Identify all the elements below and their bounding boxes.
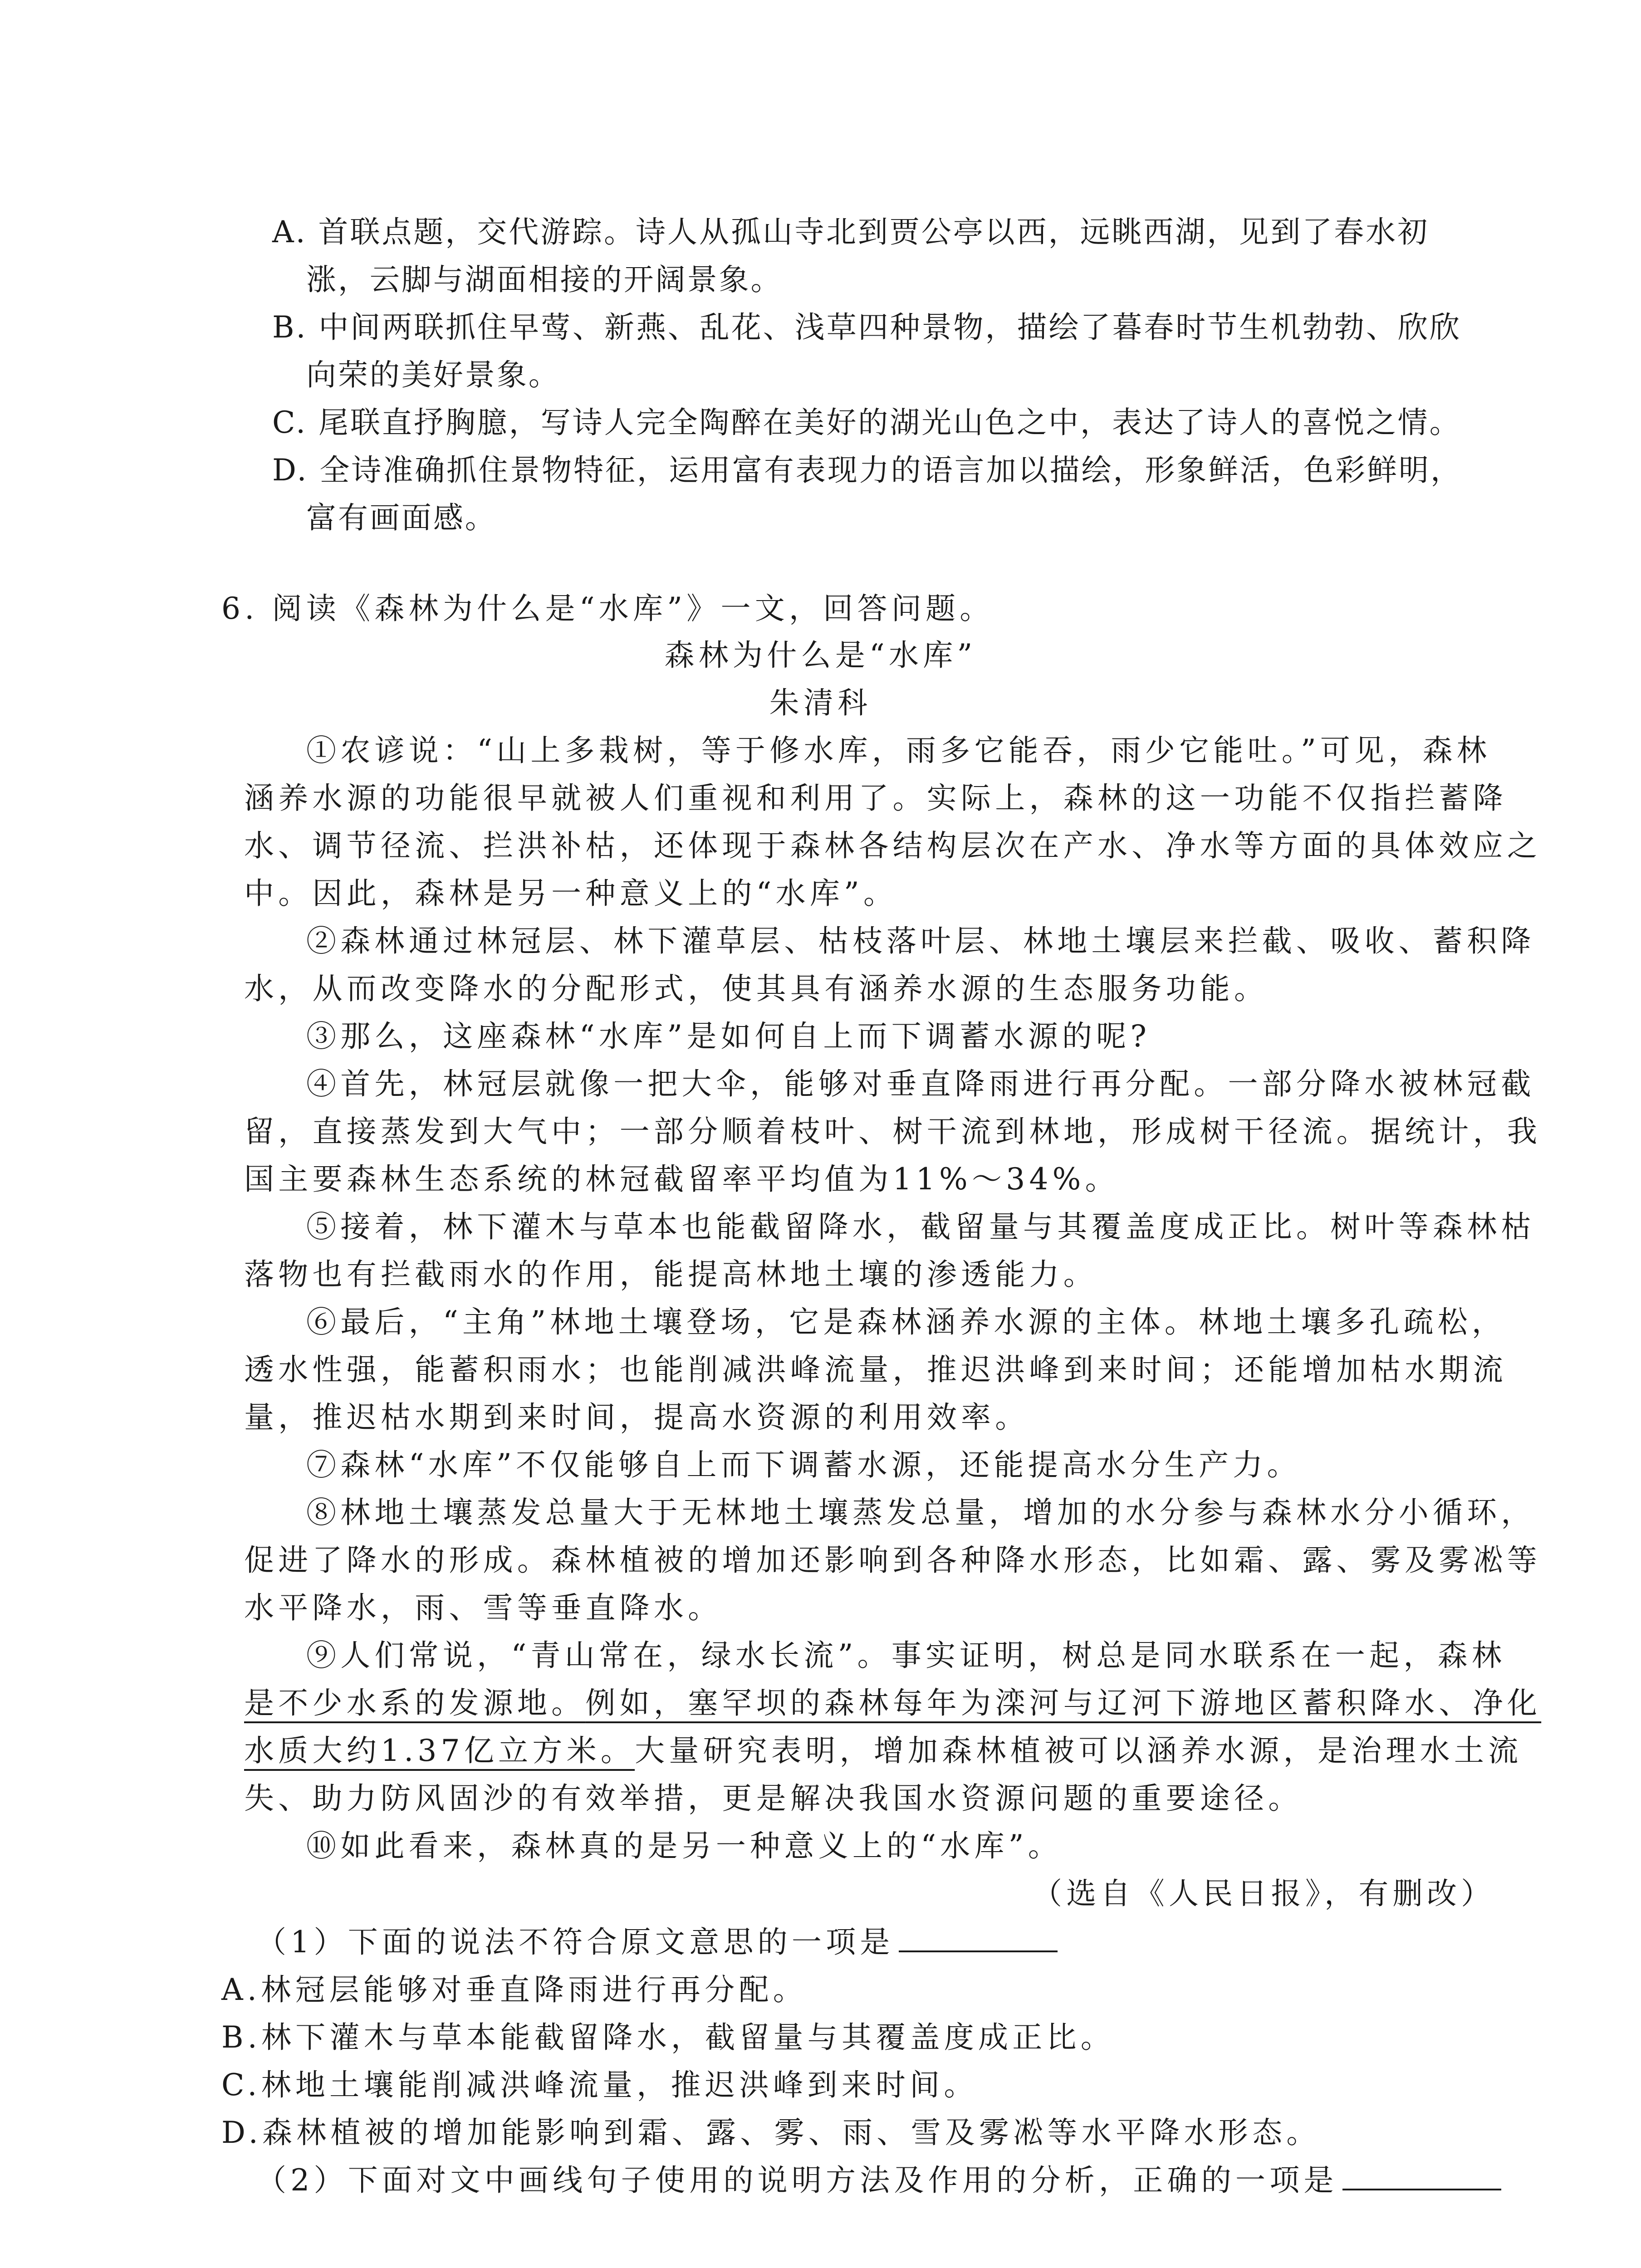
article-line: 涵养水源的功能很早就被人们重视和利用了。实际上，森林的这一功能不仅指拦蓄降 (244, 781, 1507, 816)
answer-blank-1[interactable] (899, 1924, 1058, 1952)
article-line: ⑦森林“水库”不仅能够自上而下调蓄水源，还能提高水分生产力。 (306, 1447, 1301, 1482)
subquestion-1 (256, 1924, 1058, 1960)
article-line: ④首先，林冠层就像一把大伞，能够对垂直降雨进行再分配。一部分降水被林冠截 (306, 1066, 1535, 1101)
article-line: 透水性强，能蓄积雨水；也能削减洪峰流量，推迟洪峰到来时间；还能增加枯水期流 (244, 1352, 1507, 1387)
q5-option-a-line1: A. 首联点题，交代游踪。诗人从孤山寺北到贾公亭以西，远眺西湖，见到了春水初 (272, 215, 1430, 249)
q5-option-b-line2: 向荣的美好景象。 (306, 357, 560, 392)
article-line: ③那么，这座森林“水库”是如何自上而下调蓄水源的呢? (306, 1019, 1151, 1054)
subquestion-2-stem: （2）下面对文中画线句子使用的说明方法及作用的分析，正确的一项是 (256, 2163, 1338, 2198)
q6-stem: 6. 阅读《森林为什么是“水库”》一文，回答问题。 (221, 591, 994, 626)
subquestion-2 (256, 2162, 1501, 2199)
sub1-option: B.林下灌木与草本能截留降水，截留量与其覆盖度成正比。 (221, 2020, 1115, 2055)
q5-option-d-line1: D. 全诗准确抓住景物特征，运用富有表现力的语言加以描绘，形象鲜活，色彩鲜明， (272, 453, 1462, 488)
plain-segment: 大量研究表明，增加森林植被可以涵养水源，是治理水土流 (635, 1733, 1523, 1768)
article-line-underlined (244, 1685, 1541, 1721)
article-line: 中。因此，森林是另一种意义上的“水库”。 (244, 876, 898, 911)
sub1-option: C.林地土壤能削减洪峰流量，推迟洪峰到来时间。 (221, 2068, 978, 2102)
article-line: ②森林通过林冠层、林下灌草层、枯枝落叶层、林地土壤层来拦截、吸收、蓄积降 (306, 924, 1535, 958)
article-line: ⑥最后，“主角”林地土壤登场，它是森林涵养水源的主体。林地土壤多孔疏松， (306, 1305, 1506, 1339)
article-author: 朱清科 (769, 685, 872, 720)
sub1-option: D.森林植被的增加能影响到霜、露、雾、雨、雪及雾凇等水平降水形态。 (221, 2115, 1321, 2150)
article-line: 水，从而改变降水的分配形式，使其具有涵养水源的生态服务功能。 (244, 971, 1269, 1006)
plain-segment: 是不少水系的发源地。 (244, 1686, 586, 1721)
article-line: ⑩如此看来，森林真的是另一种意义上的“水库”。 (306, 1828, 1063, 1863)
article-title: 森林为什么是“水库” (664, 638, 977, 673)
article-line: 水、调节径流、拦洪补枯，还体现于森林各结构层次在产水、净水等方面的具体效应之 (244, 828, 1542, 863)
article-line: 水平降水，雨、雪等垂直降水。 (244, 1590, 722, 1625)
sub1-option: A.林冠层能够对垂直降雨进行再分配。 (221, 1972, 807, 2007)
q5-option-b-line1: B. 中间两联抓住早莺、新燕、乱花、浅草四种景物，描绘了暮春时节生机勃勃、欣欣 (272, 310, 1461, 345)
underlined-sentence: 例如，塞罕坝的森林每年为滦河与辽河下游地区蓄积降水、净化 (585, 1686, 1542, 1721)
q5-option-a-line2: 涨，云脚与湖面相接的开阔景象。 (306, 262, 783, 297)
article-line: ⑧林地土壤蒸发总量大于无林地土壤蒸发总量，增加的水分参与森林水分小循环， (306, 1495, 1535, 1530)
article-line: 落物也有拦截雨水的作用，能提高林地土壤的渗透能力。 (244, 1257, 1097, 1292)
article-line: 促进了降水的形成。森林植被的增加还影响到各种降水形态，比如霜、露、雾及雾凇等 (244, 1543, 1542, 1578)
article-line: 国主要森林生态系统的林冠截留率平均值为11%～34%。 (244, 1162, 1119, 1197)
article-line: 量，推迟枯水期到来时间，提高水资源的利用效率。 (244, 1400, 1029, 1435)
article-line-underlined (244, 1733, 1522, 1769)
article-line: 留，直接蒸发到大气中；一部分顺着枝叶、树干流到林地，形成树干径流。据统计，我 (244, 1114, 1542, 1149)
q5-option-d-line2: 富有画面感。 (306, 500, 497, 535)
article-line: ①农谚说：“山上多栽树，等于修水库，雨多它能吞，雨少它能吐。”可见，森林 (306, 733, 1491, 768)
article-source: （选自《人民日报》，有删改） (1032, 1876, 1495, 1911)
article-line: ⑨人们常说，“青山常在，绿水长流”。事实证明，树总是同水联系在一起，森林 (306, 1638, 1506, 1673)
q5-option-c: C. 尾联直抒胸臆，写诗人完全陶醉在美好的湖光山色之中，表达了诗人的喜悦之情。 (272, 405, 1461, 440)
article-line: 失、助力防风固沙的有效举措，更是解决我国水资源问题的重要途径。 (244, 1781, 1303, 1816)
answer-blank-2[interactable] (1342, 2162, 1501, 2190)
subquestion-1-stem: （1）下面的说法不符合原文意思的一项是 (256, 1925, 894, 1960)
article-line: ⑤接着，林下灌木与草本也能截留降水，截留量与其覆盖度成正比。树叶等森林枯 (306, 1209, 1535, 1244)
underlined-sentence: 水质大约1.37亿立方米。 (244, 1733, 635, 1768)
